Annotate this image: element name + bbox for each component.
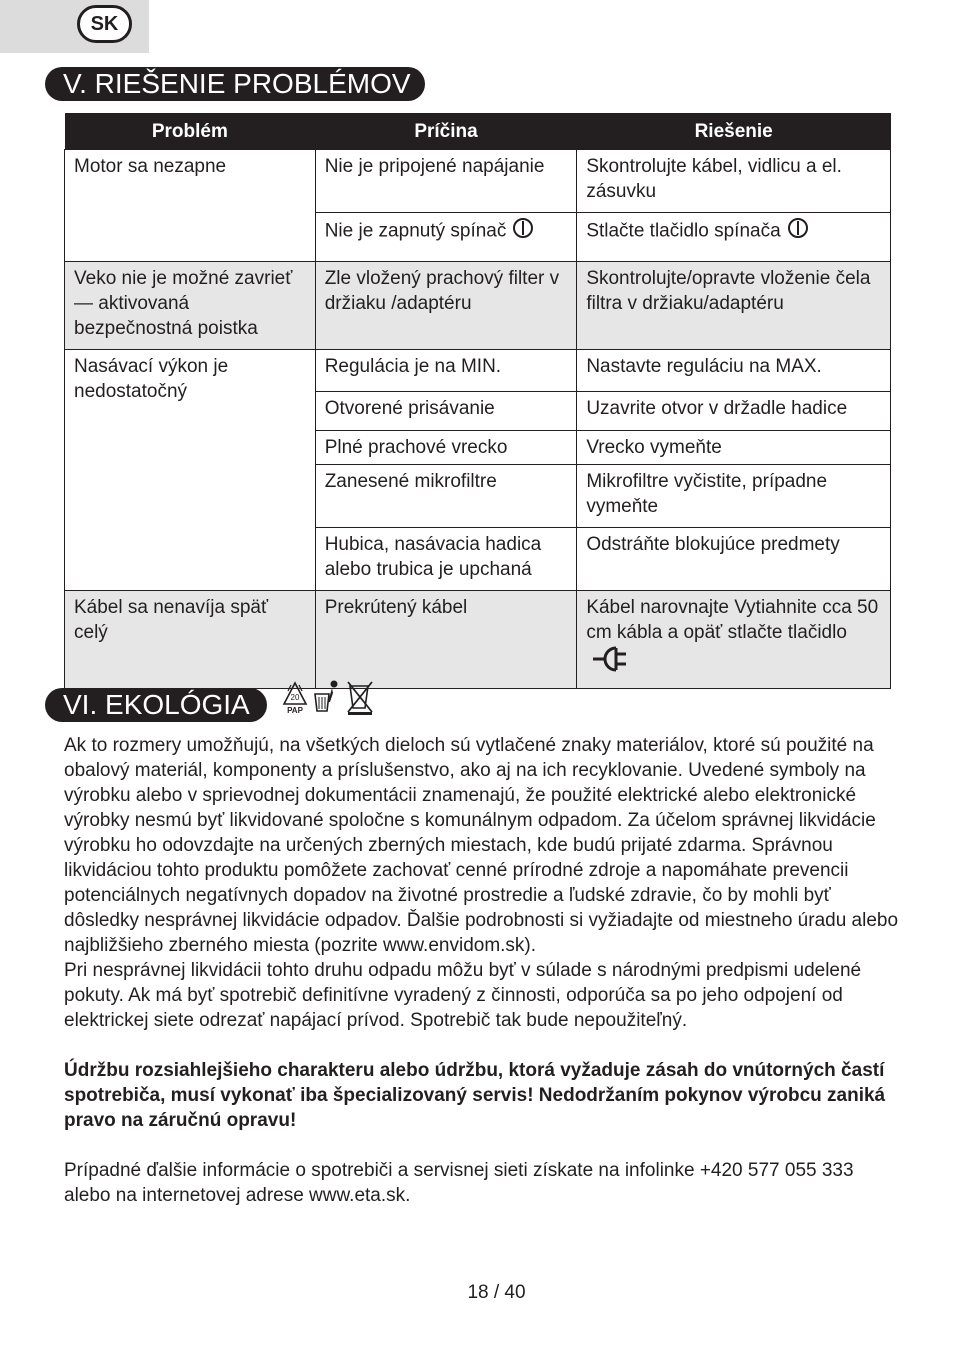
ecology-paragraph: Ak to rozmery umožňujú, na všetkých dieloch sú vytlačené znaky materiálov, ktoré sú použité na obalový materiál, komponenty a príslušenstvo, ako aj na ich recyklovanie. Uvedené symboly na výrobku alebo v sprievodnej dokumentácii znamenajú, že použité elektrické alebo elektronické výrobky nesmú byť likvidované spoločne s komunálnym odpadom. Za účelom správnej likvidácie výrobku ho odovzdajte na určených zberných miestach, kde budú prijaté zdarma. Správnou likvidáciou tohto produktu pomôžete zachovať cenné prírodné zdroje a napomáhate prevencii potenciálnych negatívnych dopadov na životné prostredie a ľudské zdravie, čo by mohli byť dôsledky nesprávnej likvidácie odpadov. Ďalšie podrobnosti si vyžiadajte od miestneho úradu alebo najbližšieho zberného miesta (pozrite www.envidom.sk). [64,735,899,956]
table-row [65,350,891,392]
eco-symbols [280,678,375,716]
service-warning: Údržbu rozsiahlejšieho charakteru alebo údržbu, ktorá vyžaduje zásah do vnútorných častí spotrebiča, musí vykonať iba špecializovaný servis! Nedodržaním pokynov výrobcu zaniká pravo na záručnú opravu! [64,1060,886,1131]
solution-cell: Nastavte reguláciu na MAX. [577,350,891,392]
cause-cell [315,213,577,262]
section-title-troubleshooting: V. RIEŠENIE PROBLÉMOV [45,67,425,101]
solution-cell: Skontrolujte/opravte vloženie čela filtra v držiaku/adaptéru [577,262,891,350]
solution-cell: Skontrolujte kábel, vidlicu a el. zásuvku [577,150,891,213]
cause-cell: Regulácia je na MIN. [315,350,577,392]
problem-cell: Kábel sa nenavíja späť celý [65,591,316,689]
table-row [65,150,891,213]
solution-cell: Odstráňte blokujúce predmety [577,528,891,591]
solution-text: Kábel narovnajte Vytiahnite cca 50 cm kábla a opäť stlačte tlačidlo [586,597,879,643]
power-icon [512,217,534,246]
table-row [65,591,891,689]
cord-rewind-icon [592,645,630,680]
solution-cell: Vrecko vymeňte [577,431,891,465]
solution-cell [577,213,891,262]
section-title-ecology: VI. EKOLÓGIA [45,688,267,722]
cause-cell: Prekrútený kábel [315,591,577,689]
language-tab [0,0,149,53]
solution-text: Stlačte tlačidlo spínača [586,220,781,242]
header-solution: Riešenie [577,113,891,150]
cause-cell: Hubica, nasávacia hadica alebo trubica je upchaná [315,528,577,591]
problem-cell: Nasávací výkon je nedostatočný [65,350,316,591]
troubleshooting-table [64,113,891,689]
problem-cell: Veko nie je možné zavrieť — aktivovaná bezpečnostná poistka [65,262,316,350]
solution-cell: Mikrofiltre vyčistite, prípadne vymeňte [577,465,891,528]
solution-cell: Uzavrite otvor v držadle hadice [577,392,891,431]
ecology-paragraph: Pri nesprávnej likvidácii tohto druhu odpadu môžu byť v súlade s národnými predpismi udelené pokuty. Ak má byť spotrebič definitívne vyradený z činnosti, odporúča sa po jeho odpojení od elektrickej siete odrezať napájací prívod. Spotrebič tak bude nepoužiteľný. [64,960,862,1031]
cause-cell: Otvorené prisávanie [315,392,577,431]
dispose-in-bin-icon [315,681,338,712]
recycle-number: 20 [290,693,300,702]
page-number: 18 / 40 [467,1282,526,1303]
header-problem: Problém [65,113,316,150]
problem-cell: Motor sa nezapne [65,150,316,262]
cause-cell: Plné prachové vrecko [315,431,577,465]
ecology-text [64,733,904,1208]
header-cause: Príčina [315,113,577,150]
cause-text: Nie je zapnutý spínač [324,220,507,242]
table-row [65,262,891,350]
table-header-row [65,113,891,150]
language-badge: SK [77,5,132,43]
power-icon [787,217,809,246]
solution-cell [577,591,891,689]
cause-cell: Zle vložený prachový filter v držiaku /adaptéru [315,262,577,350]
recycle-icon [284,683,306,715]
cause-cell: Zanesené mikrofiltre [315,465,577,528]
cause-cell: Nie je pripojené napájanie [315,150,577,213]
crossed-bin-icon [348,682,372,715]
recycle-code: PAP [287,706,303,715]
infoline-paragraph: Prípadné ďalšie informácie o spotrebiči a servisnej sieti získate na infolinke +420 577 055 333 alebo na internetovej adrese www.eta.sk. [64,1160,854,1206]
